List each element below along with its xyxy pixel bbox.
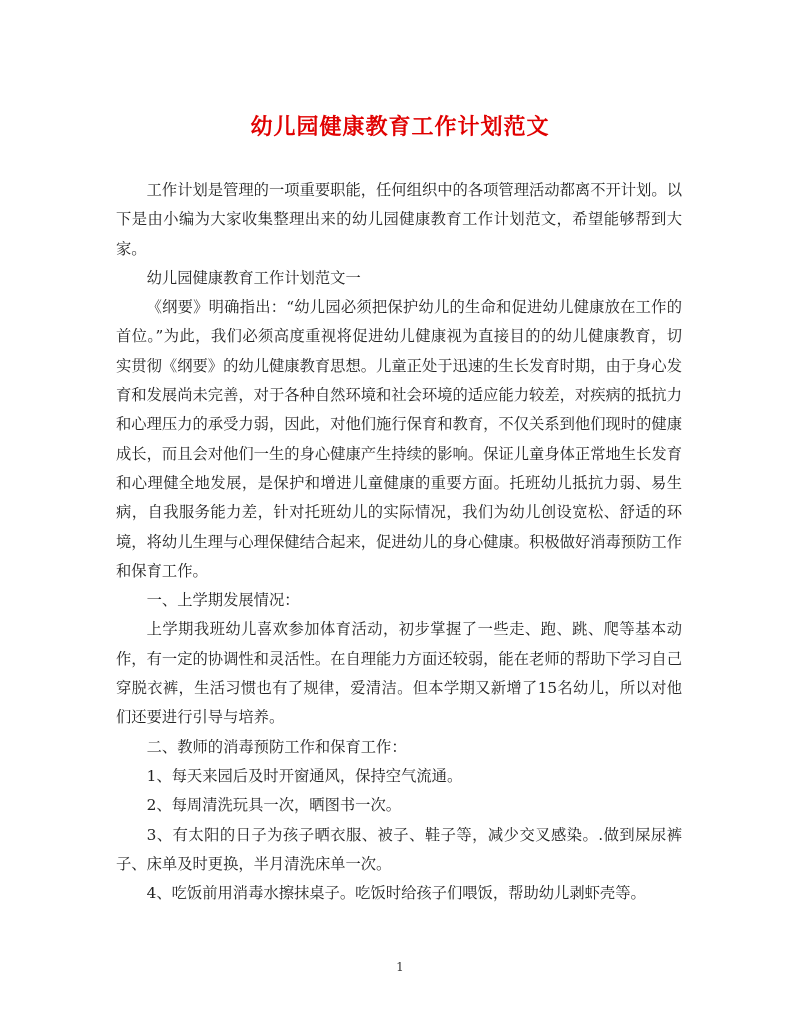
paragraph-last-term: 上学期我班幼儿喜欢参加体育活动，初步掌握了一些走、跑、跳、爬等基本动作，有一定的协调性和灵活性。在自理能力方面还较弱，能在老师的帮助下学习自己穿脱衣裤，生活习惯也有了规律，爱清洁。但本学期又新增了15名幼儿，所以对他们还要进行引导与培养。 [116, 620, 682, 727]
document-title: 幼儿园健康教育工作计划范文 [250, 114, 550, 140]
document-body [116, 176, 682, 908]
list-item: 3、有太阳的日子为孩子晒衣服、被子、鞋子等，减少交叉感染。.做到屎尿裤子、床单及时更换，半月清洗床单一次。 [116, 825, 682, 873]
list-item: 2、每周清洗玩具一次，晒图书一次。 [146, 796, 402, 815]
paragraph-section-heading: 幼儿园健康教育工作计划范文一 [146, 268, 361, 287]
paragraph-heading-disinfection: 二、教师的消毒预防工作和保育工作： [146, 737, 407, 756]
paragraph-heading-last-term: 一、上学期发展情况： [146, 591, 300, 610]
paragraph-guidelines: 《纲要》明确指出：“幼儿园必须把保护幼儿的生命和促进幼儿健康放在工作的首位。”为此，我们必须高度重视将促进幼儿健康视为直接目的的幼儿健康教育，切实贯彻《纲要》的幼儿健康教育思想。儿童正处于迅速的生长发育时期，由于身心发育和发展尚未完善，对于各种自然环境和社会环境的适应能力较差，对疾病的抵抗力和心理压力的承受力弱，因此，对他们施行保育和教育，不仅关系到他们现时的健康成长，而且会对他们一生的身心健康产生持续的影响。保证儿童身体正常地生长发育和心理健全地发展，是保护和增进儿童健康的重要方面。托班幼儿抵抗力弱、易生病，自我服务能力差，针对托班幼儿的实际情况，我们为幼儿创设宽松、舒适的环境，将幼儿生理与心理保健结合起来，促进幼儿的身心健康。积极做好消毒预防工作和保育工作。 [116, 298, 682, 580]
paragraph-intro: 工作计划是管理的一项重要职能，任何组织中的各项管理活动都离不开计划。以下是由小编为大家收集整理出来的幼儿园健康教育工作计划范文，希望能够帮到大家。 [116, 181, 682, 258]
list-item: 1、每天来园后及时开窗通风，保持空气流通。 [146, 766, 463, 785]
list-item: 4、吃饭前用消毒水擦抹桌子。吃饭时给孩子们喂饭，帮助幼儿剥虾壳等。 [146, 884, 646, 903]
page-number: 1 [396, 960, 404, 974]
